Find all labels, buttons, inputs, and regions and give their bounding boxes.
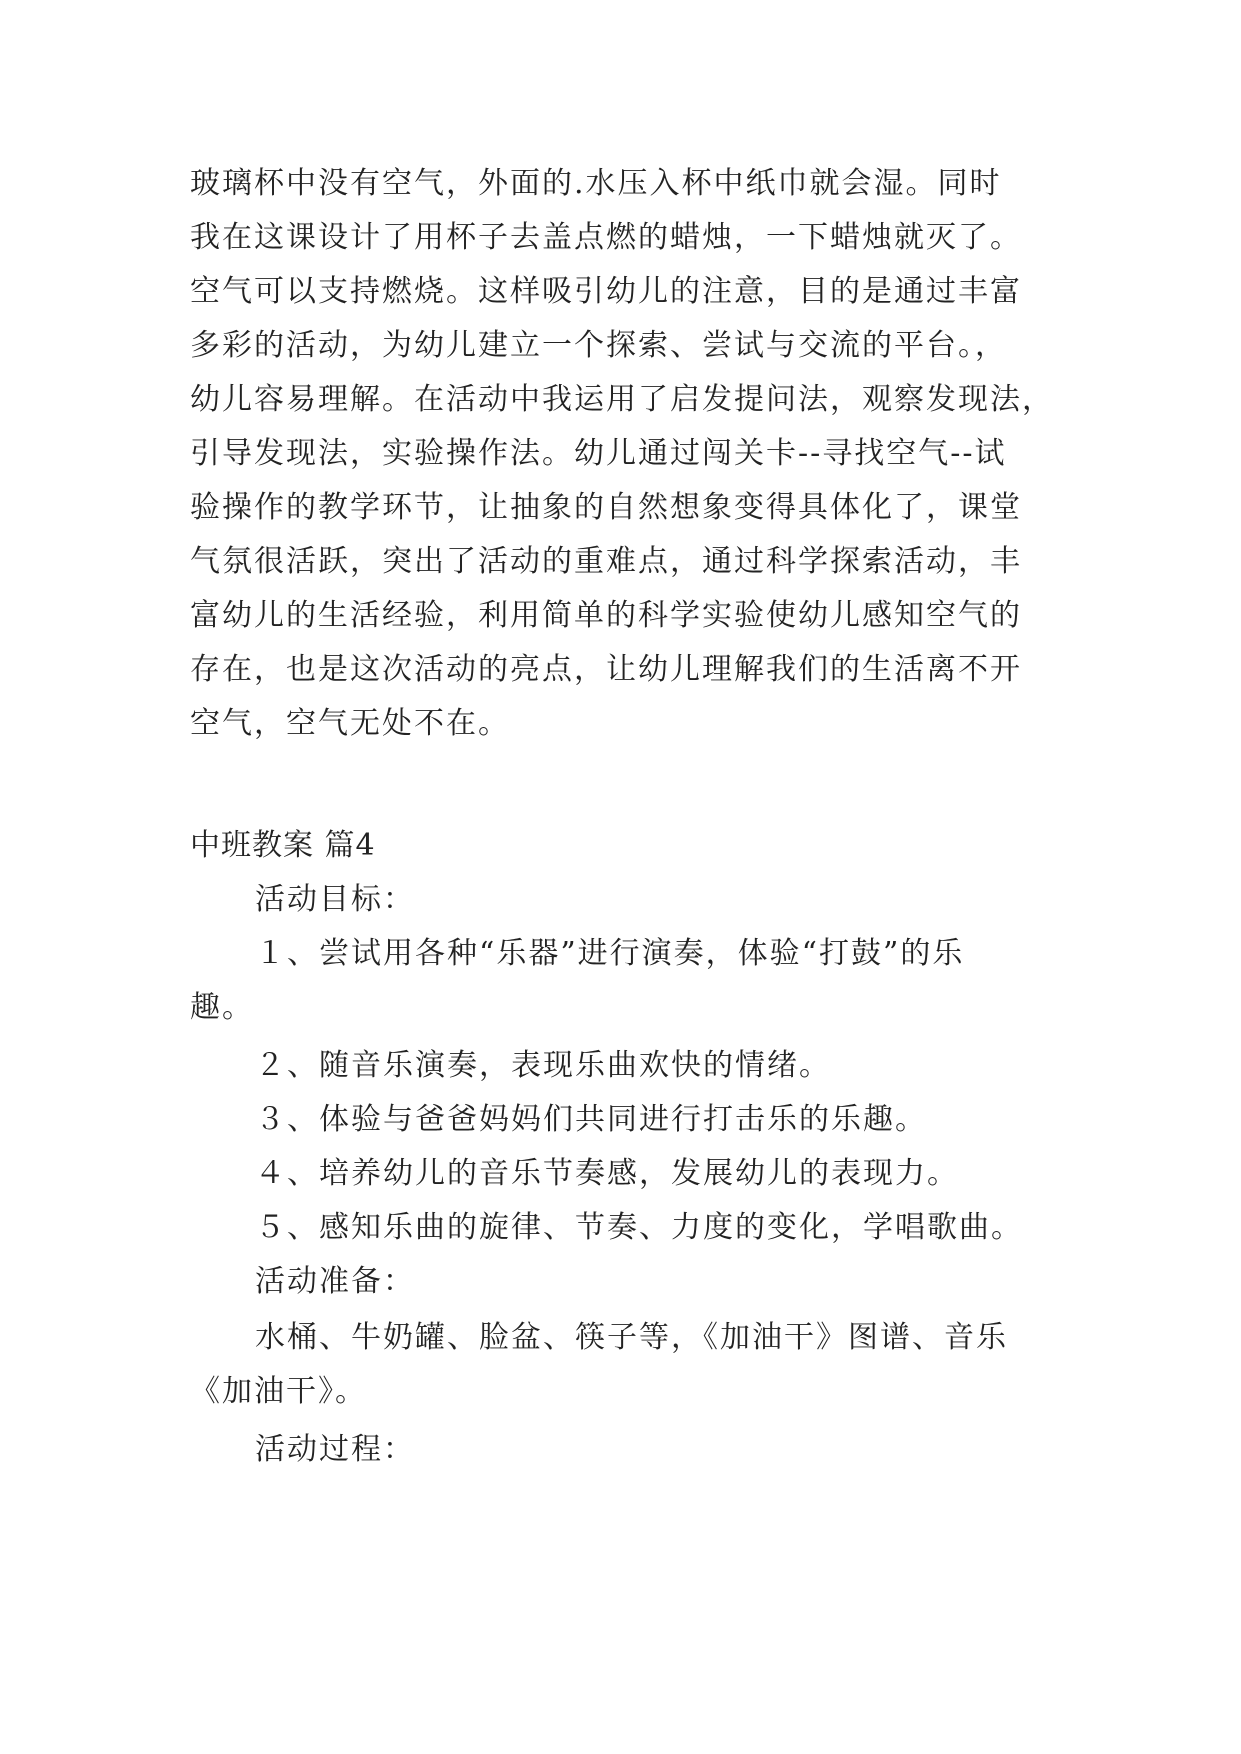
paragraph-line: 我在这课设计了用杯子去盖点燃的蜡烛，一下蜡烛就灭了。 bbox=[190, 220, 1022, 255]
paragraph-line: 玻璃杯中没有空气，外面的.水压入杯中纸巾就会湿。同时 bbox=[190, 166, 1002, 201]
paragraph-line: 空气可以支持燃烧。这样吸引幼儿的注意，目的是通过丰富 bbox=[190, 274, 1022, 309]
paragraph-line: 存在，也是这次活动的亮点，让幼儿理解我们的生活离不开 bbox=[190, 652, 1022, 687]
paragraph-line: 空气，空气无处不在。 bbox=[190, 706, 510, 741]
paragraph-line: 富幼儿的生活经验，利用简单的科学实验使幼儿感知空气的 bbox=[190, 598, 1022, 633]
goal-item-4: ４、培养幼儿的音乐节奏感，发展幼儿的表现力。 bbox=[255, 1156, 959, 1191]
goals-heading: 活动目标： bbox=[255, 882, 415, 917]
goal-item-1: １、尝试用各种“乐器”进行演奏，体验“打鼓”的乐 bbox=[255, 936, 965, 971]
goal-item-3: ３、体验与爸爸妈妈们共同进行打击乐的乐趣。 bbox=[255, 1102, 927, 1137]
process-heading: 活动过程： bbox=[255, 1432, 415, 1467]
goal-item-2: ２、随音乐演奏，表现乐曲欢快的情绪。 bbox=[255, 1048, 831, 1083]
prep-text-continued: 《加油干》。 bbox=[190, 1374, 367, 1409]
prep-text: 水桶、牛奶罐、脸盆、筷子等，《加油干》图谱、音乐 bbox=[255, 1320, 1008, 1355]
section-title: 中班教案 篇4 bbox=[190, 828, 376, 863]
goal-item-1-continued: 趣。 bbox=[190, 990, 254, 1025]
paragraph-line: 引导发现法，实验操作法。幼儿通过闯关卡--寻找空气--试 bbox=[190, 436, 1007, 471]
paragraph-line: 幼儿容易理解。在活动中我运用了启发提问法，观察发现法， bbox=[190, 382, 1054, 417]
paragraph-line: 多彩的活动，为幼儿建立一个探索、尝试与交流的平台。， bbox=[190, 328, 1007, 363]
prep-heading: 活动准备： bbox=[255, 1264, 415, 1299]
goal-item-5: ５、感知乐曲的旋律、节奏、力度的变化，学唱歌曲。 bbox=[255, 1210, 1023, 1245]
paragraph-line: 气氛很活跃，突出了活动的重难点，通过科学探索活动，丰 bbox=[190, 544, 1022, 579]
paragraph-line: 验操作的教学环节，让抽象的自然想象变得具体化了，课堂 bbox=[190, 490, 1022, 525]
